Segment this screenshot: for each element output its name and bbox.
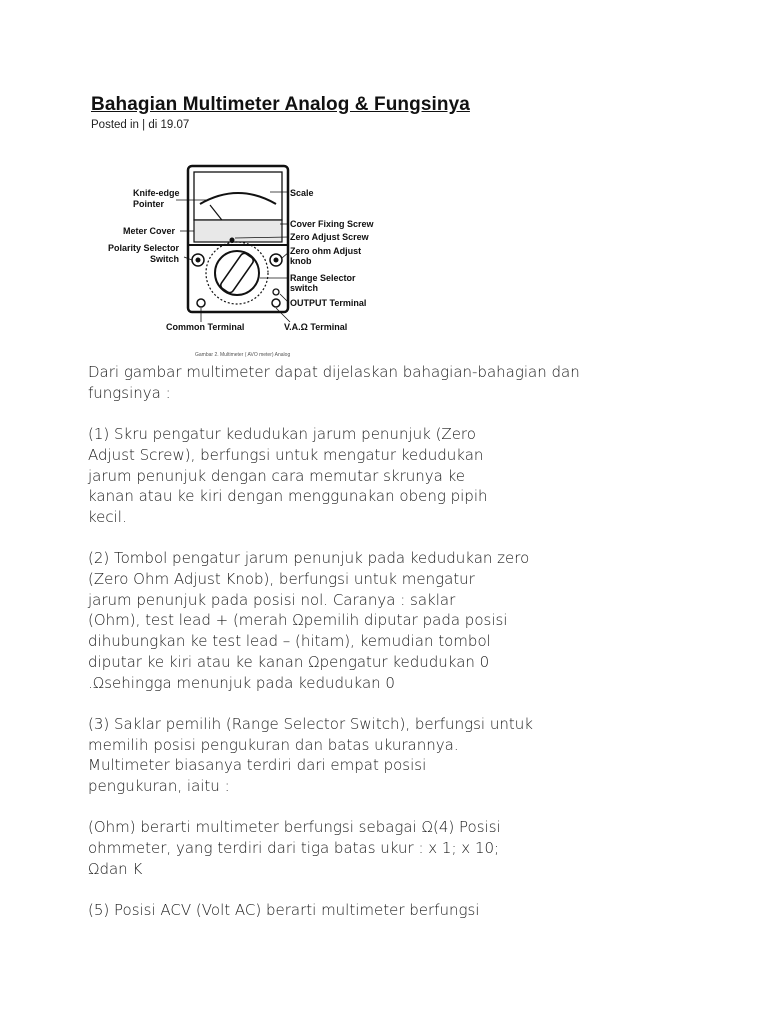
text-line: (3) Saklar pemilih (Range Selector Switch), berfungsi untuk [88,714,533,733]
common-terminal-jack [197,299,205,307]
label-polarity-1: Polarity Selector [108,243,180,253]
figure-caption: Gambar 2. Multimeter ( AVO meter) Analog [195,352,291,358]
zero-adjust-screw [230,238,235,243]
label-meter-cover: Meter Cover [123,226,176,236]
label-range-1: Range Selector [290,273,356,283]
text-line: Adjust Screw), berfungsi untuk mengatur kedudukan [88,445,484,464]
multimeter-figure [100,160,390,365]
label-vao: V.A.Ω Terminal [284,322,348,332]
label-cover-fixing: Cover Fixing Screw [290,219,374,229]
paragraph-2 [88,548,568,693]
text-line: Ωdan K [88,859,143,878]
text-line: jarum penunjuk dengan cara memutar skrunya ke [88,466,465,485]
text-line: ohmmeter, yang terdiri dari tiga batas ukur : x 1; x 10; [88,839,500,858]
text-line: diputar ke kiri atau ke kanan Ωpengatur kedudukan 0 [88,652,490,671]
label-zero-ohm-1: Zero ohm Adjust [290,246,362,256]
text-line: (Zero Ohm Adjust Knob), berfungsi untuk mengatur [88,570,475,588]
text-line: (1) Skru pengatur kedudukan jarum penunjuk (Zero [88,425,476,444]
vao-terminal-jack [272,299,280,307]
paragraph-3 [88,714,568,797]
label-pointer: Pointer [133,199,165,209]
text-line: kanan atau ke kiri dengan menggunakan obeng pipih [88,487,488,506]
paragraph-1 [88,424,568,528]
label-scale: Scale [290,188,314,198]
label-knife-edge: Knife-edge [133,188,180,198]
meter-cover-strip [194,220,282,242]
text-line: (2) Tombol pengatur jarum penunjuk pada kedudukan zero [88,549,530,568]
text-line: (Ohm), test lead + (merah Ωpemilih diputar pada posisi [88,611,508,630]
article-body [88,362,580,942]
text-line: pengukuran, iaitu : [88,777,230,796]
label-polarity-2: Switch [150,254,180,264]
label-range-2: switch [290,283,319,293]
meter-window [194,172,282,220]
article-title: Bahagian Multimeter Analog & Fungsinya [91,94,470,115]
scale-arc [200,193,276,204]
text-line: Dari gambar multimeter dapat dijelaskan bahagian-bahagian dan [88,363,580,381]
label-output: OUTPUT Terminal [290,298,367,308]
label-zero-adjust: Zero Adjust Screw [290,232,369,242]
text-line: memilih posisi pengukuran dan batas ukurannya. [88,735,459,754]
label-common: Common Terminal [166,322,245,332]
text-line: Multimeter biasanya terdiri dari empat posisi [88,756,427,775]
paragraph-4 [88,817,568,879]
label-zero-ohm-2: knob [290,256,312,266]
text-line: fungsinya : [88,383,171,402]
post-meta: Posted in | di 19.07 [91,119,190,131]
text-line: jarum penunjuk pada posisi nol. Caranya : saklar [88,590,456,609]
text-line: kecil. [88,507,127,526]
paragraph-5 [88,900,568,921]
paragraph-intro [88,362,580,403]
text-line: .Ωsehingga menunjuk pada kedudukan 0 [88,673,395,692]
text-line: dihubungkan ke test lead – (hitam), kemudian tombol [88,632,491,651]
text-line: (5) Posisi ACV (Volt AC) berarti multimeter berfungsi [88,901,480,920]
text-line: (Ohm) berarti multimeter berfungsi sebagai Ω(4) Posisi [88,818,501,837]
